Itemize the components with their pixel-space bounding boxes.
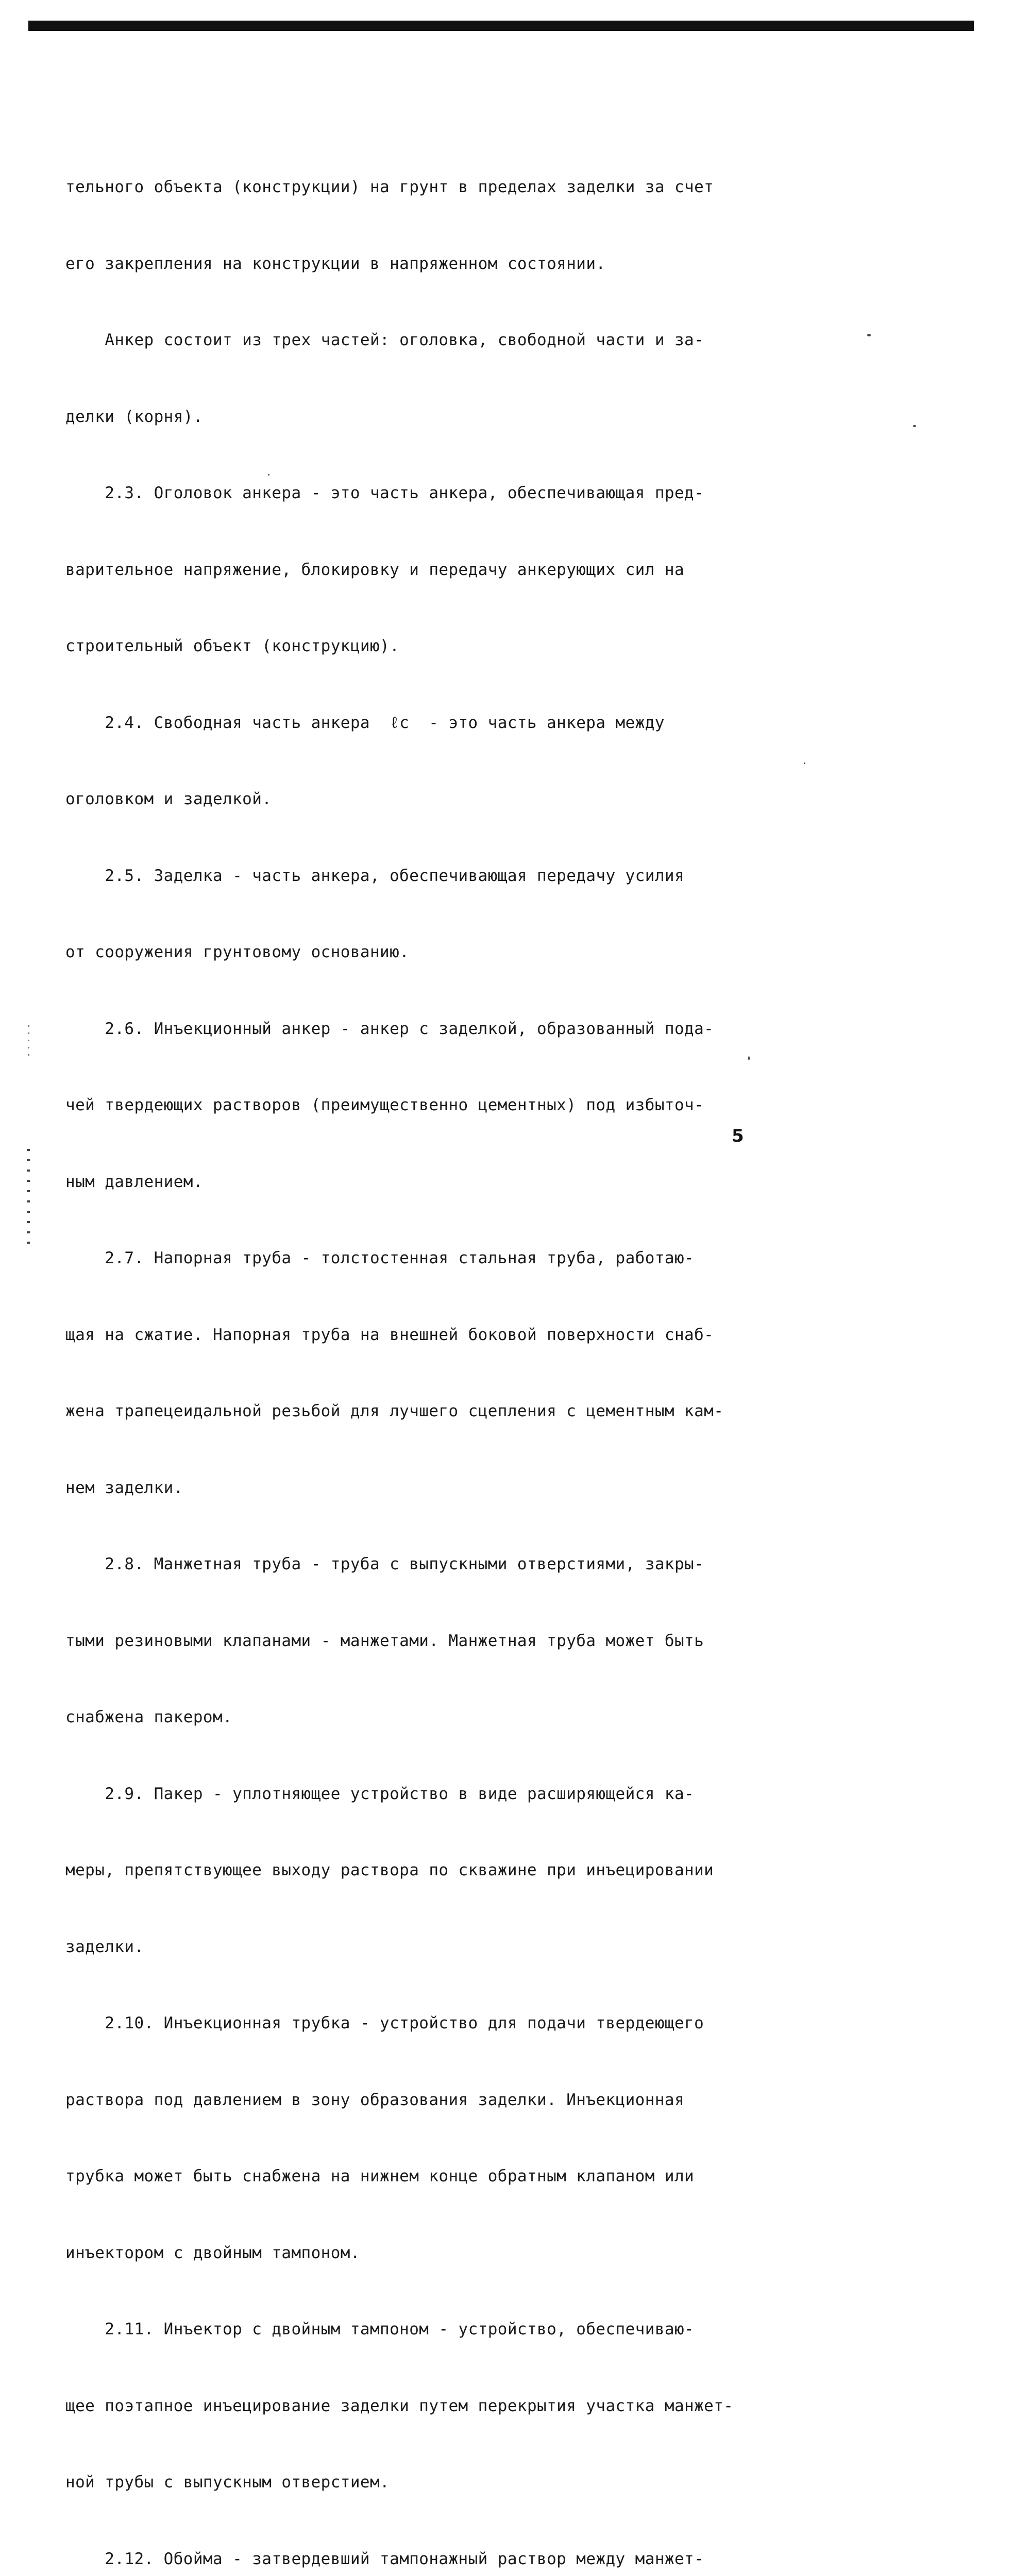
scan-speck [913,425,916,427]
text-line: 2.3. Оголовок анкера - это часть анкера, обеспечивающая пред- [65,484,704,502]
text-line: чей твердеющих растворов (преимущественно цементных) под избыточ- [65,1096,704,1114]
page-number: 5 [732,1126,744,1146]
text-line: 2.8. Манжетная труба - труба с выпускными отверстиями, закры- [65,1555,704,1573]
text-line: тельного объекта (конструкции) на грунт в пределах заделки за счет [65,178,714,196]
text-line: варительное напряжение, блокировку и передачу анкерующих сил на [65,560,685,579]
text-line: его закрепления на конструкции в напряженном состоянии. [65,254,606,273]
text-line: строительный объект (конструкцию). [65,637,400,655]
text-line: снабжена пакером. [65,1708,233,1726]
text-line: 2.12. Обойма - затвердевший тампонажный раствор между манжет- [65,2549,704,2568]
scan-speck [268,474,269,476]
text-line: трубка может быть снабжена на нижнем конце обратным клапаном или [65,2167,695,2185]
text-line: 2.7. Напорная труба - толстостенная стальная труба, работаю- [65,1249,695,1267]
scan-speck [748,1056,750,1060]
text-line: от сооружения грунтовому основанию. [65,943,410,961]
scan-speck [804,762,805,764]
text-line: 2.6. Инъекционный анкер - анкер с заделкой, образованный пода- [65,1019,714,1038]
text-line: заделки. [65,1937,144,1956]
text-line: щее поэтапное инъецирование заделки путем перекрытия участка манжет- [65,2396,734,2415]
text-line: меры, препятствующее выходу раствора по скважине при инъецировании [65,1861,714,1879]
scan-speck [867,334,871,336]
text-line: нем заделки. [65,1478,183,1497]
text-line: тыми резиновыми клапанами - манжетами. Манжетная труба может быть [65,1631,704,1650]
document-body [65,124,766,2576]
text-line: 2.10. Инъекционная трубка - устройство для подачи твердеющего [65,2014,704,2032]
text-line: Анкер состоит из трех частей: оголовка, свободной части и за- [65,331,704,349]
text-line: 2.11. Инъектор с двойным тампоном - устройство, обеспечиваю- [65,2320,695,2338]
text-line: щая на сжатие. Напорная труба на внешней боковой поверхности снаб- [65,1325,714,1344]
text-line: 2.4. Свободная часть анкера ℓс - это часть анкера между [65,713,665,732]
text-line: инъектором с двойным тампоном. [65,2243,360,2262]
text-line: ной трубы с выпускным отверстием. [65,2473,390,2492]
text-line: оголовком и заделкой. [65,790,272,808]
text-line: 2.5. Заделка - часть анкера, обеспечивающая передачу усилия [65,866,685,885]
scan-margin-marks [28,1025,29,1056]
scan-margin-marks [27,1149,30,1252]
text-line: 2.9. Пакер - уплотняющее устройство в виде расширяющейся ка- [65,1784,695,1803]
text-line: жена трапецеидальной резьбой для лучшего сцепления с цементным кам- [65,1402,724,1420]
text-line: делки (корня). [65,407,203,426]
top-rule [28,21,974,31]
text-line: ным давлением. [65,1172,203,1191]
text-line: раствора под давлением в зону образования заделки. Инъекционная [65,2090,685,2109]
